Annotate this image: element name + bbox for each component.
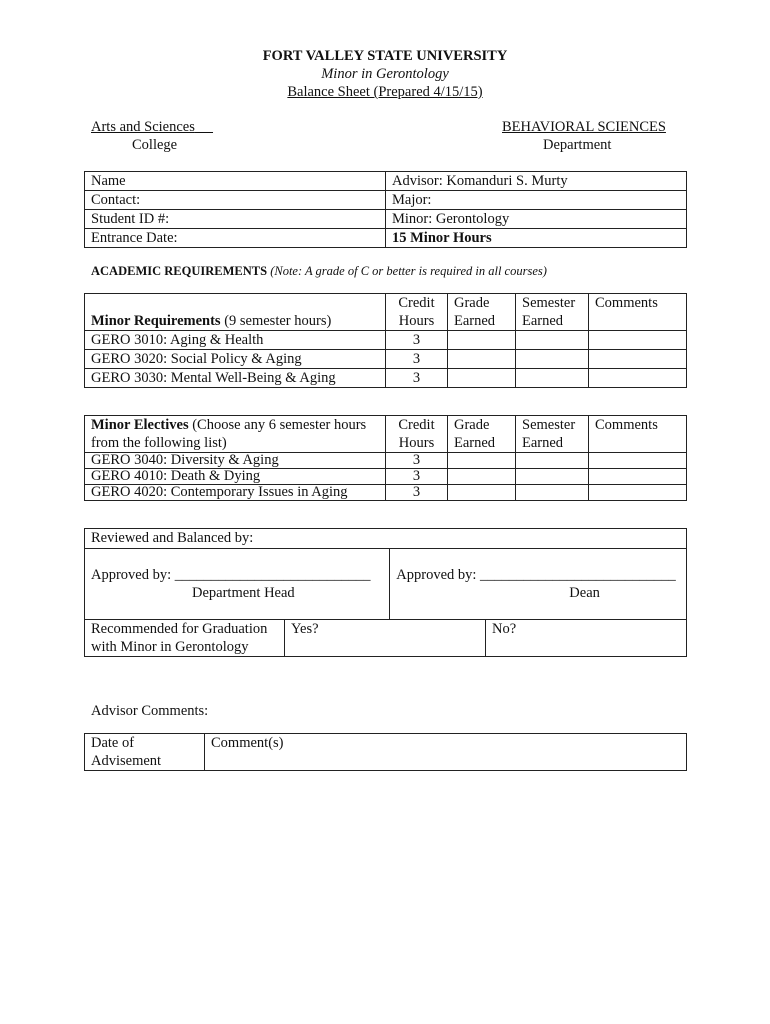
requirements-title: Minor Requirements (9 semester hours) [85, 294, 386, 331]
course-name: GERO 3040: Diversity & Aging [85, 453, 386, 469]
department-label: Department [543, 137, 612, 153]
semester-cell[interactable] [516, 469, 589, 485]
semester-earned-header: Semester Earned [516, 294, 589, 331]
department-name: BEHAVIORAL SCIENCES [502, 119, 666, 135]
student-id-cell[interactable]: Student ID #: [85, 210, 386, 229]
semester-earned-header: Semester Earned [516, 416, 589, 453]
course-name: GERO 4010: Death & Dying [85, 469, 386, 485]
grade-cell[interactable] [448, 453, 516, 469]
university-title: FORT VALLEY STATE UNIVERSITY [262, 48, 508, 64]
comment-cell[interactable] [589, 369, 687, 388]
comment-cell[interactable] [589, 469, 687, 485]
student-info-table [84, 171, 687, 248]
course-name: GERO 4020: Contemporary Issues in Aging [85, 485, 386, 501]
course-name: GERO 3010: Aging & Health [85, 331, 386, 350]
comments-header: Comments [589, 294, 687, 331]
advisor-comments-label: Advisor Comments: [91, 703, 209, 719]
comment-cell[interactable] [589, 331, 687, 350]
contact-cell[interactable]: Contact: [85, 191, 386, 210]
college-name: Arts and Sciences [91, 119, 195, 135]
grade-cell[interactable] [448, 331, 516, 350]
comment-cell[interactable] [589, 453, 687, 469]
credit-hours-header: Credit Hours [386, 416, 448, 453]
semester-cell[interactable] [516, 485, 589, 501]
recommended-label: Recommended for Graduation with Minor in Gerontology [85, 620, 285, 657]
comment-cell[interactable] [589, 350, 687, 369]
course-name: GERO 3020: Social Policy & Aging [85, 350, 386, 369]
no-option[interactable]: No? [486, 620, 687, 657]
requirements-table [84, 293, 687, 388]
table-row [85, 331, 687, 350]
semester-cell[interactable] [516, 350, 589, 369]
minor-hours-cell: 15 Minor Hours [386, 229, 687, 248]
sheet-title: Balance Sheet (Prepared 4/15/15) [287, 84, 483, 100]
grade-earned-header: Grade Earned [448, 416, 516, 453]
program-title: Minor in Gerontology [321, 66, 449, 82]
table-row [85, 350, 687, 369]
course-hours: 3 [386, 453, 448, 469]
grade-cell[interactable] [448, 369, 516, 388]
comments-header: Comments [589, 416, 687, 453]
name-cell[interactable]: Name [85, 172, 386, 191]
review-table [84, 528, 687, 620]
credit-hours-header: Credit Hours [386, 294, 448, 331]
grade-cell[interactable] [448, 350, 516, 369]
approved-dean[interactable]: Approved by: ___________________________ Dean [390, 549, 687, 620]
semester-cell[interactable] [516, 331, 589, 350]
course-hours: 3 [386, 369, 448, 388]
grade-cell[interactable] [448, 469, 516, 485]
minor-cell: Minor: Gerontology [386, 210, 687, 229]
semester-cell[interactable] [516, 453, 589, 469]
semester-cell[interactable] [516, 369, 589, 388]
electives-title: Minor Electives (Choose any 6 semester hours from the following list) [85, 416, 386, 453]
reviewed-by[interactable]: Reviewed and Balanced by: [85, 529, 687, 549]
course-hours: 3 [386, 331, 448, 350]
grade-cell[interactable] [448, 485, 516, 501]
course-name: GERO 3030: Mental Well-Being & Aging [85, 369, 386, 388]
electives-table [84, 415, 687, 501]
college-label: College [132, 137, 178, 153]
comment-cell[interactable] [589, 485, 687, 501]
advisor-comments-table [84, 733, 687, 771]
major-cell[interactable]: Major: [386, 191, 687, 210]
table-row [85, 469, 687, 485]
table-row [85, 485, 687, 501]
table-row [85, 453, 687, 469]
dean-label: Dean [569, 585, 600, 601]
academic-heading: ACADEMIC REQUIREMENTS (Note: A grade of C or better is required in all courses) [91, 264, 547, 278]
table-row [85, 369, 687, 388]
date-of-advisement[interactable]: Date of Advisement [85, 734, 205, 771]
academic-note: (Note: A grade of C or better is required in all courses) [270, 264, 547, 278]
yes-option[interactable]: Yes? [285, 620, 486, 657]
course-hours: 3 [386, 485, 448, 501]
recommendation-table [84, 619, 687, 657]
comments-field[interactable]: Comment(s) [205, 734, 687, 771]
grade-earned-header: Grade Earned [448, 294, 516, 331]
advisor-cell: Advisor: Komanduri S. Murty [386, 172, 687, 191]
dept-head-label: Department Head [192, 585, 295, 601]
course-hours: 3 [386, 350, 448, 369]
course-hours: 3 [386, 469, 448, 485]
entrance-date-cell[interactable]: Entrance Date: [85, 229, 386, 248]
approved-dept-head[interactable]: Approved by: ___________________________ Department Head [85, 549, 390, 620]
